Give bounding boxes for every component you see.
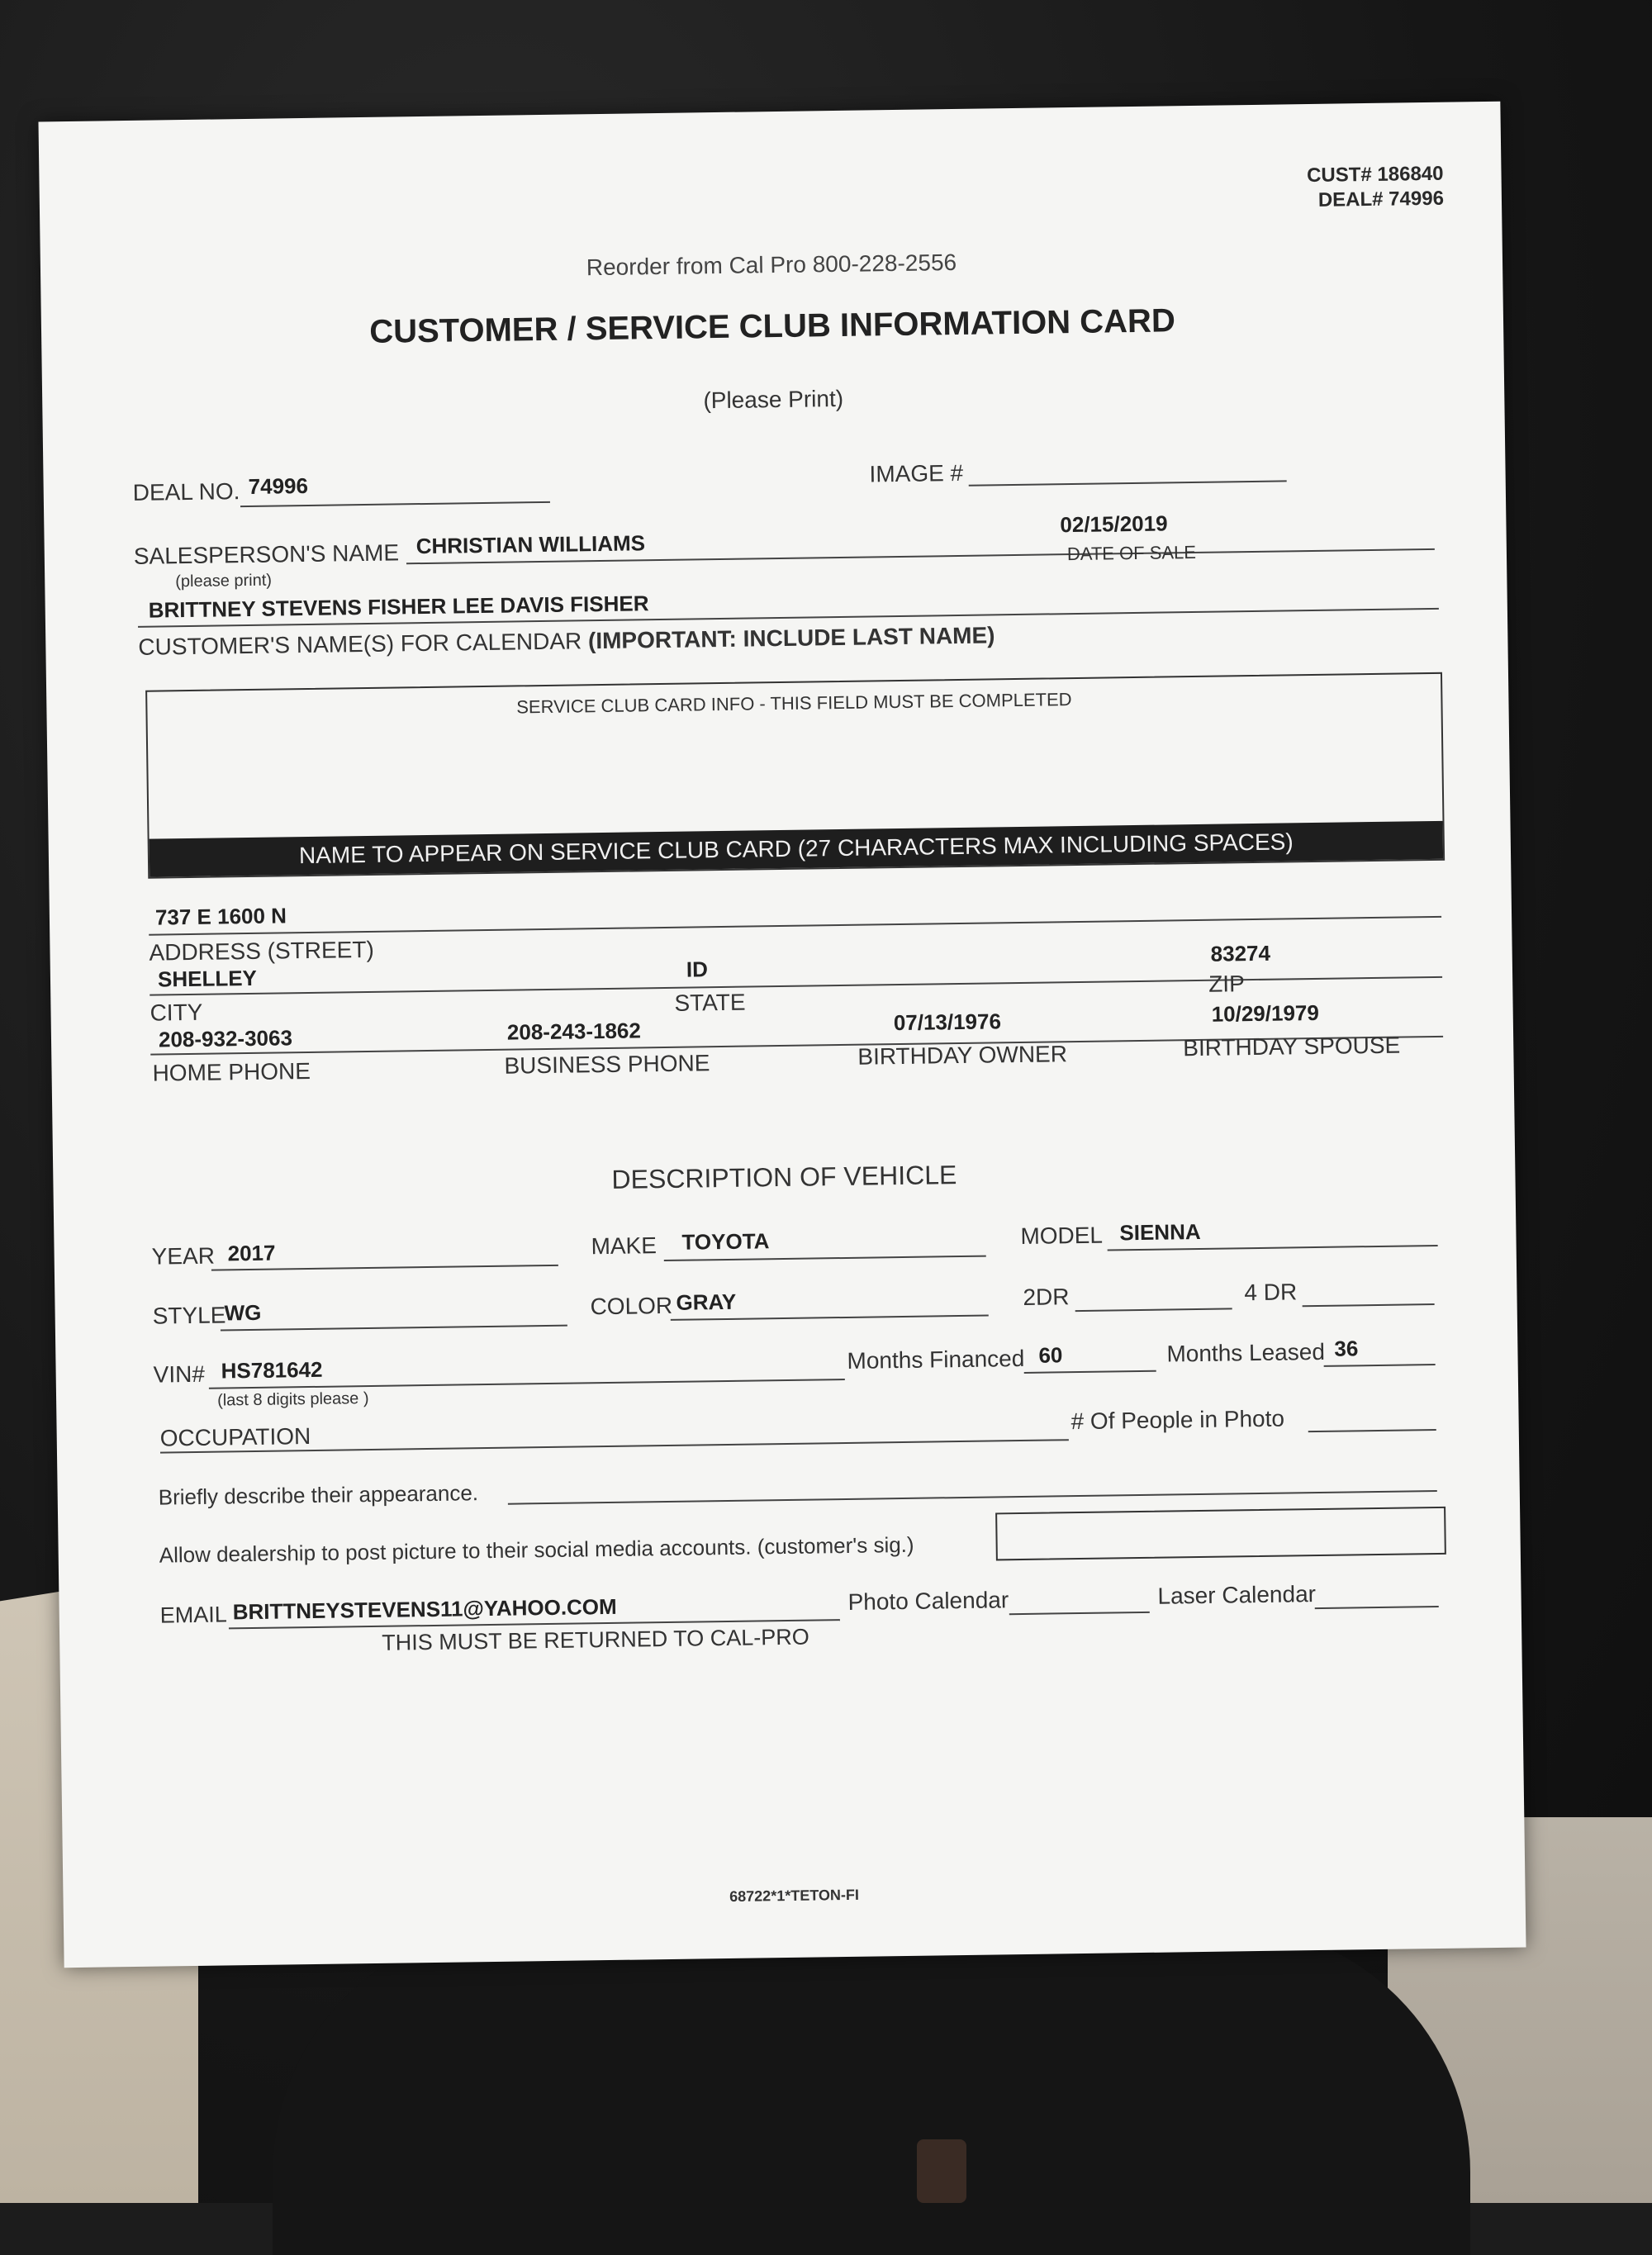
make-line (664, 1256, 986, 1261)
model-line (1108, 1245, 1438, 1251)
social-consent-label: Allow dealership to post picture to their social media accounts. (customer's sig.) (159, 1531, 914, 1568)
two-dr-label: 2DR (1023, 1284, 1070, 1310)
laser-calendar-line[interactable] (1315, 1606, 1439, 1609)
vehicle-section-title: DESCRIPTION OF VEHICLE (611, 1160, 957, 1194)
service-club-box-title: SERVICE CLUB CARD INFO - THIS FIELD MUST BE COMPLETED (516, 689, 1072, 718)
year-value[interactable]: 2017 (227, 1240, 276, 1266)
occupation-label: OCCUPATION (159, 1423, 311, 1451)
service-club-card-box[interactable] (145, 672, 1445, 879)
months-leased-line (1324, 1364, 1436, 1367)
date-of-sale-value[interactable]: 02/15/2019 (1060, 510, 1168, 538)
two-dr-line[interactable] (1075, 1308, 1232, 1312)
vin-label: VIN# (153, 1360, 206, 1388)
months-leased-value[interactable]: 36 (1334, 1336, 1359, 1361)
months-financed-line (1024, 1370, 1156, 1374)
salesperson-hint: (please print) (175, 571, 273, 591)
people-in-photo-label: # Of People in Photo (1070, 1405, 1285, 1435)
appearance-line[interactable] (508, 1490, 1437, 1505)
street-label: ADDRESS (STREET) (149, 936, 374, 966)
customer-names-important: (IMPORTANT: INCLUDE LAST NAME) (587, 622, 995, 654)
make-value[interactable]: TOYOTA (681, 1228, 770, 1255)
color-value[interactable]: GRAY (676, 1289, 737, 1315)
deal-no-value[interactable]: 74996 (248, 472, 309, 499)
cust-deal-block (1307, 162, 1444, 213)
birthday-spouse-value[interactable]: 10/29/1979 (1211, 999, 1320, 1027)
deal-number: DEAL# 74996 (1317, 187, 1445, 211)
zip-value[interactable]: 83274 (1210, 940, 1271, 966)
home-phone-value[interactable]: 208-932-3063 (158, 1025, 293, 1052)
laser-calendar-label: Laser Calendar (1157, 1581, 1317, 1609)
page-title: CUSTOMER / SERVICE CLUB INFORMATION CARD (368, 302, 1176, 350)
people-in-photo-line[interactable] (1308, 1429, 1436, 1432)
four-dr-line[interactable] (1303, 1303, 1435, 1307)
color-label: COLOR (590, 1292, 673, 1320)
city-value[interactable]: SHELLEY (157, 965, 258, 992)
home-phone-label: HOME PHONE (152, 1057, 311, 1086)
photo-calendar-label: Photo Calendar (847, 1587, 1009, 1615)
color-line (671, 1315, 989, 1321)
months-leased-label: Months Leased (1166, 1338, 1326, 1367)
photo-calendar-line[interactable] (1009, 1612, 1150, 1615)
form-code: 68722*1*TETON-FI (729, 1886, 860, 1905)
customer-names-label-text: CUSTOMER'S NAME(S) FOR CALENDAR (138, 628, 582, 660)
style-line (221, 1325, 567, 1332)
date-of-sale-label: DATE OF SALE (1066, 541, 1197, 565)
business-phone-label: BUSINESS PHONE (504, 1050, 710, 1079)
business-phone-value[interactable]: 208-243-1862 (506, 1018, 642, 1045)
months-financed-value[interactable]: 60 (1038, 1342, 1063, 1368)
please-print-note: (Please Print) (703, 385, 844, 414)
information-card-paper (38, 102, 1526, 1968)
reorder-note: Reorder from Cal Pro 800-228-2556 (586, 249, 957, 281)
state-label: STATE (674, 989, 746, 1016)
image-label: IMAGE # (869, 459, 964, 487)
salesperson-label: SALESPERSON'S NAME (133, 539, 400, 569)
model-label: MODEL (1020, 1222, 1104, 1249)
four-dr-label: 4 DR (1244, 1279, 1298, 1306)
appearance-label: Briefly describe their appearance. (158, 1480, 479, 1510)
make-label: MAKE (591, 1232, 657, 1260)
zipper-pull (917, 2139, 966, 2203)
vin-hint: (last 8 digits please ) (216, 1389, 369, 1410)
city-label: CITY (150, 999, 203, 1026)
model-value[interactable]: SIENNA (1119, 1218, 1201, 1246)
customer-names-value[interactable]: BRITTNEY STEVENS FISHER LEE DAVIS FISHER (148, 591, 649, 623)
email-label: EMAIL (159, 1602, 227, 1628)
vin-value[interactable]: HS781642 (221, 1356, 323, 1384)
birthday-spouse-label: BIRTHDAY SPOUSE (1183, 1032, 1401, 1061)
deal-no-line (240, 501, 550, 507)
street-value[interactable]: 737 E 1600 N (154, 903, 287, 930)
year-label: YEAR (151, 1242, 216, 1270)
signature-box[interactable] (995, 1507, 1446, 1561)
customer-names-label (138, 622, 995, 660)
zip-label: ZIP (1208, 971, 1245, 997)
service-club-name-bar: NAME TO APPEAR ON SERVICE CLUB CARD (27 CHARACTERS MAX INCLUDING SPACES) (150, 821, 1443, 877)
birthday-owner-label: BIRTHDAY OWNER (857, 1041, 1068, 1070)
email-value[interactable]: BRITTNEYSTEVENS11@YAHOO.COM (232, 1593, 617, 1625)
pants-background (273, 1925, 1470, 2255)
salesperson-value[interactable]: CHRISTIAN WILLIAMS (415, 530, 646, 559)
birthday-owner-value[interactable]: 07/13/1976 (893, 1009, 1002, 1036)
style-value[interactable]: WG (224, 1299, 262, 1326)
months-financed-label: Months Financed (847, 1345, 1025, 1374)
state-value[interactable]: ID (686, 957, 709, 982)
return-note: THIS MUST BE RETURNED TO CAL-PRO (382, 1624, 809, 1655)
deal-no-label: DEAL NO. (132, 478, 240, 506)
cust-number: CUST# 186840 (1306, 162, 1444, 188)
street-line (149, 916, 1441, 936)
image-line[interactable] (969, 480, 1287, 486)
style-label: STYLE (152, 1302, 226, 1329)
city-state-zip-line (150, 976, 1442, 996)
